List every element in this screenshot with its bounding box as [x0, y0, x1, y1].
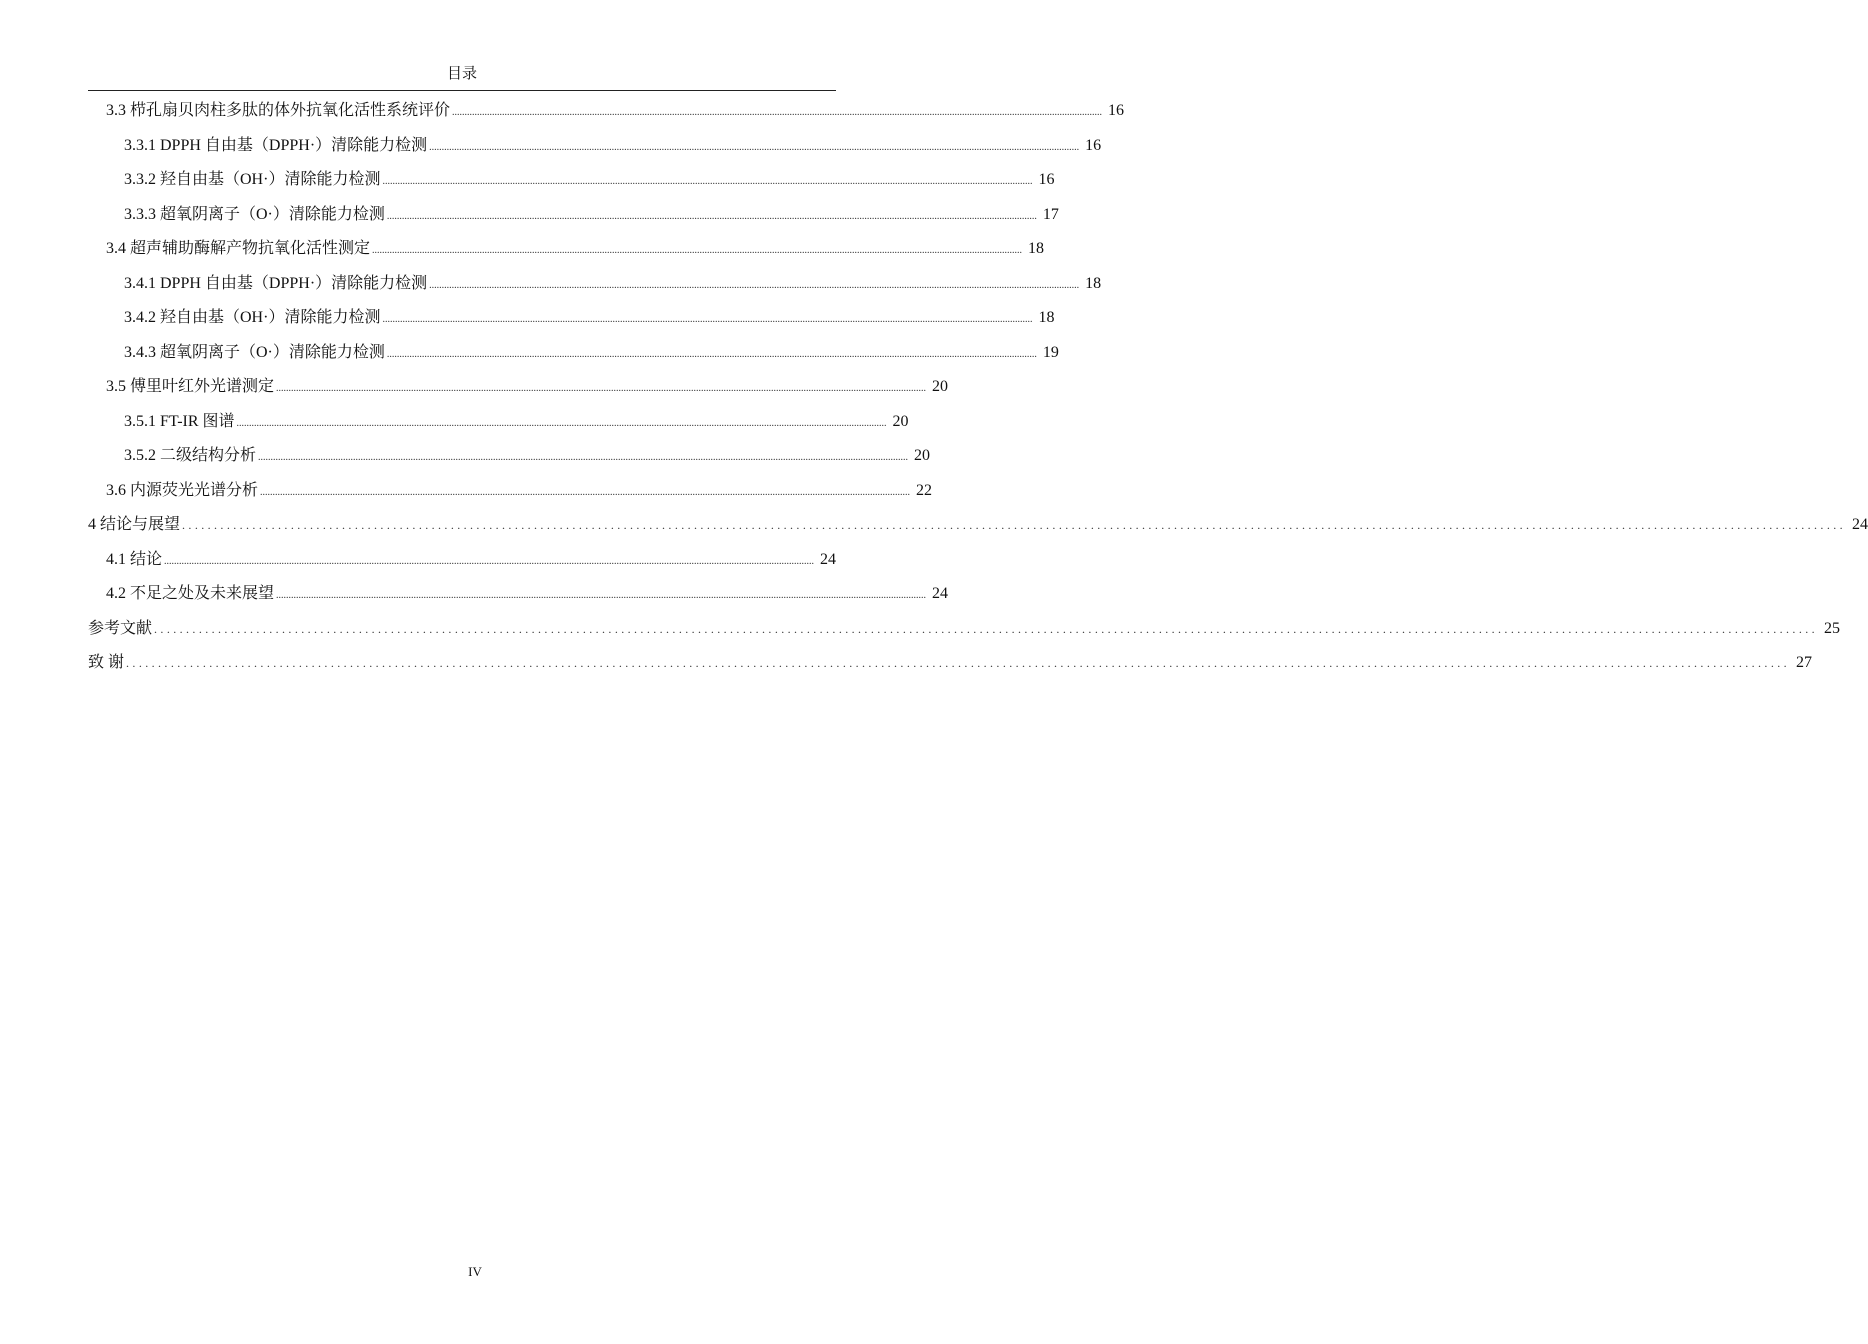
toc-dot-leader: ....................................................................................................................................................................................................................................................................: [429, 141, 1080, 153]
toc-entry-title: 3.6 内源荧光光谱分析: [106, 481, 259, 499]
toc-entry[interactable]: [88, 405, 909, 440]
toc-entry[interactable]: [88, 232, 1045, 267]
toc-entry-title: 4 结论与展望: [88, 516, 181, 533]
toc-dot-leader: ....................................................................................................................................................................................................................................................................: [276, 383, 927, 394]
toc-entry-title: 参考文献: [88, 619, 153, 637]
toc-entry-page: 16: [1085, 136, 1102, 154]
toc-entry[interactable]: [88, 439, 931, 474]
toc-entry-page: 24: [1852, 516, 1868, 533]
toc-entry-page: 16: [1108, 102, 1125, 119]
toc-dot-leader: ....................................................................................................................................................................................................................................................................: [386, 348, 1037, 360]
toc-entry-title: 3.5 傅里叶红外光谱测定: [106, 378, 275, 395]
toc-entry-title: 3.4.1 DPPH 自由基（DPPH·）清除能力检测: [124, 274, 428, 292]
toc-entry-page: 19: [1042, 343, 1059, 361]
toc-entry[interactable]: [88, 612, 1841, 647]
toc-entry-title: 3.3.2 羟自由基（OH·）清除能力检测: [124, 171, 381, 188]
toc-entry[interactable]: [88, 577, 949, 612]
toc-entry-title: 4.2 不足之处及未来展望: [106, 585, 275, 602]
toc-entry[interactable]: [88, 370, 949, 405]
toc-entry-title: 3.4.3 超氧阴离子（O·）清除能力检测: [124, 343, 385, 361]
toc-entry-title: 3.4 超声辅助酶解产物抗氧化活性测定: [106, 240, 371, 257]
toc-dot-leader: ....................................................................................................................................................................................................................................................................: [452, 107, 1103, 118]
toc-entry-page: 20: [932, 378, 949, 395]
toc-dot-leader: ....................................................................................................................................................................................................................................................................: [276, 590, 927, 601]
toc-entry-page: 17: [1042, 205, 1059, 223]
toc-dot-leader: ....................................................................................................................................................................................................................................................................: [236, 417, 887, 429]
toc-dot-leader: ....................................................................................................................................................................................................................................................................: [382, 314, 1033, 325]
toc-entry-page: 20: [892, 412, 909, 430]
toc-entry[interactable]: [88, 267, 1102, 302]
toc-entry[interactable]: [88, 543, 836, 578]
toc-entry-page: 18: [1038, 309, 1055, 326]
toc-dot-leader: ....................................................................................................................................................................................................................................................................: [258, 452, 909, 463]
toc-entry-title: 3.4.2 羟自由基（OH·）清除能力检测: [124, 309, 381, 326]
toc-entry-title: 3.5.1 FT-IR 图谱: [124, 412, 235, 430]
toc-entry-page: 18: [1085, 274, 1102, 292]
toc-dot-leader: ....................................................................................................................................................................................................................................................................: [429, 279, 1080, 291]
table-of-contents: [88, 94, 1868, 681]
toc-entry-title: 致 谢: [88, 654, 125, 671]
page-number: IV: [468, 1264, 482, 1279]
toc-entry[interactable]: [88, 508, 1868, 543]
toc-dot-leader: ....................................................................................................................................................................................................................................................................: [126, 656, 1791, 670]
header-rule: [88, 90, 836, 91]
toc-entry[interactable]: [88, 301, 1055, 336]
toc-dot-leader: ....................................................................................................................................................................................................................................................................: [154, 621, 1819, 636]
toc-dot-leader: ....................................................................................................................................................................................................................................................................: [164, 555, 815, 567]
toc-entry-page: 27: [1796, 654, 1813, 671]
toc-entry-title: 3.3.3 超氧阴离子（O·）清除能力检测: [124, 205, 385, 223]
toc-entry-page: 18: [1028, 240, 1045, 257]
toc-entry[interactable]: [88, 474, 933, 509]
toc-entry-page: 16: [1038, 171, 1055, 188]
toc-entry[interactable]: [88, 198, 1059, 233]
toc-entry-page: 20: [914, 447, 931, 464]
toc-dot-leader: ....................................................................................................................................................................................................................................................................: [372, 245, 1023, 256]
toc-entry[interactable]: [88, 336, 1059, 371]
toc-entry-page: 24: [932, 585, 949, 602]
toc-dot-leader: ....................................................................................................................................................................................................................................................................: [386, 210, 1037, 222]
toc-entry[interactable]: [88, 129, 1102, 164]
toc-entry-title: 3.5.2 二级结构分析: [124, 447, 257, 464]
toc-entry[interactable]: [88, 94, 1125, 129]
toc-entry-page: 24: [820, 550, 837, 568]
toc-entry-title: 4.1 结论: [106, 550, 163, 568]
toc-entry-title: 3.3 栉孔扇贝肉柱多肽的体外抗氧化活性系统评价: [106, 102, 451, 119]
toc-dot-leader: ....................................................................................................................................................................................................................................................................: [260, 486, 911, 498]
toc-entry-page: 22: [916, 481, 933, 499]
toc-dot-leader: ....................................................................................................................................................................................................................................................................: [182, 518, 1847, 532]
toc-entry-title: 3.3.1 DPPH 自由基（DPPH·）清除能力检测: [124, 136, 428, 154]
page-header-title: 目录: [446, 66, 477, 82]
toc-entry[interactable]: [88, 163, 1055, 198]
toc-dot-leader: ....................................................................................................................................................................................................................................................................: [382, 176, 1033, 187]
toc-entry[interactable]: [88, 646, 1813, 681]
toc-entry-page: 25: [1824, 619, 1841, 637]
